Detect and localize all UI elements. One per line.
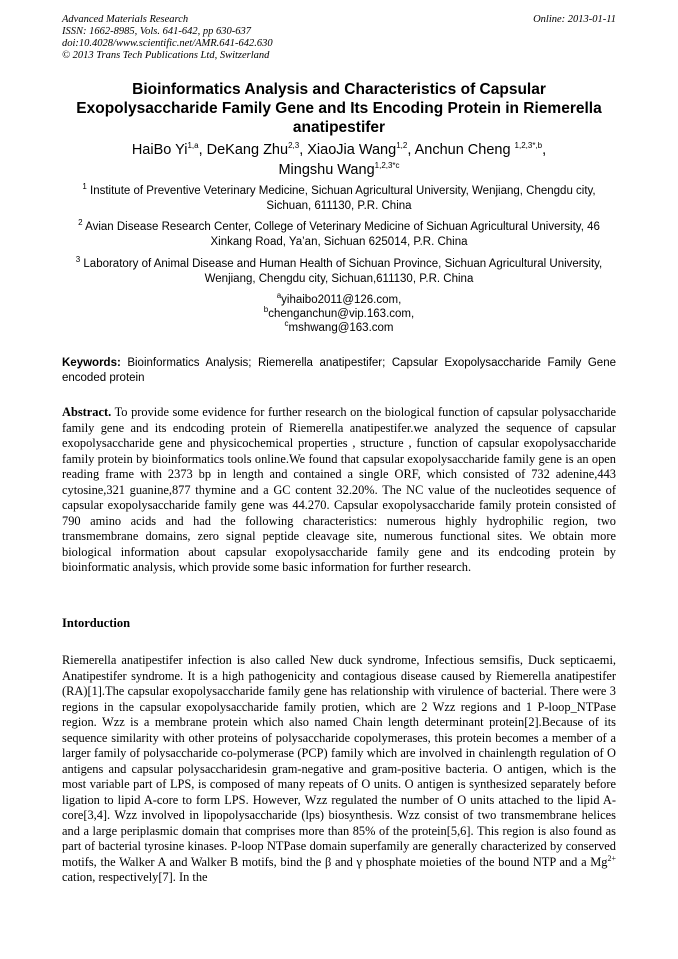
affiliation-number: 1 [82,182,87,192]
introduction-paragraph [62,653,616,886]
introduction-text: Riemerella anatipestifer infection is also called New duck syndrome, Infectious semsifis, Duck septicaemi, Anatipestifer syndrome. It is a high pathogenicity and contagious disease caused by Riemerella anatipestifer (RA)[1].The capsular exopolysaccharide family gene has relationship with virulence of bacterial. There were 3 regions in the capsular exopolysaccharide family protien, which are 2 Wzz regions and 1 P-loop_NTPase region. Wzz is a membrane protein which also named Chain length determinant protein[2].Because of its sequence similarity with other proteins of polysaccharide copolymerases, this protein becomes a member of a larger family of polysaccharide co-polymerase (PCP) family which are involved in chainlength regulation of O antigens and capsular polysaccharidesin gram-negative and gram-positive bacteria. O antigen, which is the most variable part of LPS, is composed of many repeats of O units. O antigen is synthesized separately before ligation to lipid A-core to form LPS. However, Wzz regulated the number of O units attached to the lipid A-core[3,4]. Wzz involved in lipopolysaccharide (lps) biosynthesis. Wzz consist of two transmembrane helices and a large periplasmic domain that comprises more than 85% of the protein[5,6]. This region is also found as part of bacterial tyrosine kinases. P-loop NTPase domain superfamily are generally characterized by conserved motifs, the Walker A and Walker B motifs, bind the β and γ phosphate moieties of the bound NTP and a Mg [62,653,616,869]
journal-name: Advanced Materials Research [62,14,189,25]
section-heading: Intorduction [62,616,131,630]
email-address: mshwang@163.com [288,322,394,334]
author-list [62,140,616,180]
affiliation-number: 3 [75,255,81,265]
issn-line: ISSN: 1662-8985, Vols. 641-642, pp 630-637 [62,26,251,37]
keywords [62,356,616,386]
email-address: yihaibo2011@126.com, [281,294,402,306]
journal-header [62,14,616,62]
author-affiliation-marker: 1,2,3*c [374,161,400,171]
author-name: XiaoJia Wang [307,142,397,158]
paper-title: Bioinformatics Analysis and Characteristics of Capsular Exopolysaccharide Family Gene and Its Encoding Protein in Riemerella anatipestifer [76,81,602,136]
doi-line: doi:10.4028/www.scientific.net/AMR.641-642.630 [62,38,273,49]
author-affiliation-marker: 1,a [187,141,199,151]
affiliation-text: Laboratory of Animal Disease and Human Health of Sichuan Province, Sichuan Agricultural University, Wenjiang, Chengdu city, Sichuan,611130, P.R. China [80,258,603,285]
affiliation [62,220,616,250]
email-marker: b [263,305,269,315]
introduction-text-continued: cation, respectively[7]. In the [62,870,208,884]
author-name: DeKang Zhu [206,142,289,158]
affiliation [62,257,616,287]
abstract [62,405,616,576]
email-list [62,293,616,335]
author-name: Anchun Cheng [414,142,515,158]
author-separator: , [542,142,547,158]
abstract-label: Abstract. [62,405,112,419]
author-name: HaiBo Yi [131,142,188,158]
affiliation-number: 2 [78,218,83,228]
charge-superscript: 2+ [607,853,616,863]
author-separator: , [407,142,415,158]
author-affiliation-marker: 1,2 [396,141,408,151]
keywords-label: Keywords: [62,357,121,369]
affiliation-text: Institute of Preventive Veterinary Medicine, Sichuan Agricultural University, Wenjiang, Chengdu city, Sichuan, 611130, P.R. China [86,185,596,212]
email-marker: c [284,319,289,329]
online-date: Online: 2013-01-11 [533,14,616,25]
email-marker: a [276,291,282,301]
author-separator: , [299,142,308,158]
email-address: chenganchun@vip.163.com, [268,308,415,320]
author-separator: , [198,142,207,158]
abstract-text: To provide some evidence for further research on the biological function of capsular polysaccharide family gene and its endcoding protein of Riemerella anatipestifer.we analyzed the sequence of capsular exopolysaccharide gene and physicochemical properties , structure , function of capsular exopolysaccharide family protein by bioinformatics tools online.We found that capsular exopolysaccharide family gene is an open reading frame with 2373 bp in length and contained a single ORF, which consisted of 732 adenine,443 cytosine,321 guanine,877 thymine and a GC content 32.20%. The NC value of the nucleotides sequence of capsular exopolysaccharide family gene was 44.270. Capsular exopolysaccharide family protein consisted of 790 amino acids and had the following characteristics: numerous highly hydrophilic region, two transmembrane domains, zero signal peptide cleavage site, numerous functional sites. We obtain more biological information about capsular exopolysaccharide family gene and its endcoding protein by bioinformatic analysis, which provide some basic information for further research. [62,405,616,574]
affiliation-text: Avian Disease Research Center, College of Veterinary Medicine of Sichuan Agricultural University, 46 Xinkang Road, Ya’an, Sichuan 625014, P.R. China [82,221,600,248]
author-affiliation-marker: 1,2,3*,b [514,141,543,151]
copyright-line: © 2013 Trans Tech Publications Ltd, Switzerland [62,50,270,61]
author-name: Mingshu Wang [278,162,375,178]
affiliation [62,184,616,214]
author-affiliation-marker: 2,3 [288,141,300,151]
keywords-text: Bioinformatics Analysis; Riemerella anatipestifer; Capsular Exopolysaccharide Family Gene encoded protein [62,357,616,384]
